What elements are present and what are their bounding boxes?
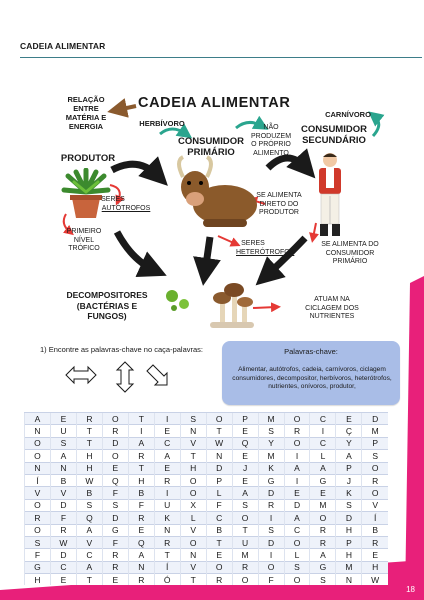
grid-row bbox=[25, 561, 389, 573]
grid-row bbox=[25, 462, 389, 474]
grid-cell[interactable]: E bbox=[232, 450, 258, 462]
grid-cell[interactable]: R bbox=[25, 512, 51, 524]
grid-cell[interactable]: W bbox=[76, 474, 102, 486]
grid-row bbox=[25, 574, 389, 586]
grid-cell[interactable]: F bbox=[50, 512, 76, 524]
label-autotrofos: AUTÓTROFOS bbox=[101, 205, 151, 212]
grid-cell[interactable]: S bbox=[284, 561, 310, 573]
grid-cell[interactable]: F bbox=[258, 574, 284, 586]
cow-icon bbox=[173, 153, 258, 235]
grid-cell[interactable]: G bbox=[25, 561, 51, 573]
grid-cell[interactable]: O bbox=[362, 462, 388, 474]
grid-cell[interactable]: G bbox=[102, 524, 128, 536]
grid-cell[interactable]: B bbox=[128, 487, 154, 499]
grid-cell[interactable]: I bbox=[284, 474, 310, 486]
grid-cell[interactable]: S bbox=[362, 450, 388, 462]
grid-cell[interactable]: S bbox=[336, 499, 362, 511]
grid-cell[interactable]: W bbox=[362, 574, 388, 586]
page-header-title: CADEIA ALIMENTAR bbox=[20, 41, 106, 51]
grid-cell[interactable]: S bbox=[102, 499, 128, 511]
grid-cell[interactable]: X bbox=[180, 499, 206, 511]
grid-cell[interactable]: Q bbox=[102, 474, 128, 486]
grid-cell[interactable]: O bbox=[206, 561, 232, 573]
grid-cell[interactable]: A bbox=[310, 549, 336, 561]
grid-cell[interactable]: D bbox=[102, 512, 128, 524]
grid-cell[interactable]: T bbox=[180, 450, 206, 462]
grid-cell[interactable]: P bbox=[362, 437, 388, 449]
grid-cell[interactable]: E bbox=[154, 425, 180, 437]
grid-cell[interactable]: N bbox=[154, 524, 180, 536]
grid-cell[interactable]: S bbox=[310, 574, 336, 586]
grid-cell[interactable]: H bbox=[25, 574, 51, 586]
grid-row bbox=[25, 450, 389, 462]
grid-cell[interactable]: A bbox=[232, 487, 258, 499]
grid-cell[interactable]: E bbox=[284, 487, 310, 499]
grid-cell[interactable]: I bbox=[154, 487, 180, 499]
grid-cell[interactable]: R bbox=[310, 524, 336, 536]
grid-cell[interactable]: D bbox=[206, 462, 232, 474]
grid-cell[interactable]: L bbox=[206, 487, 232, 499]
grid-cell[interactable]: V bbox=[50, 487, 76, 499]
grid-cell[interactable]: O bbox=[25, 437, 51, 449]
grid-cell[interactable]: V bbox=[362, 499, 388, 511]
grid-cell[interactable]: E bbox=[336, 413, 362, 425]
grid-cell[interactable]: K bbox=[258, 462, 284, 474]
grid-cell[interactable]: R bbox=[50, 524, 76, 536]
label-se-alimenta-consumidor: SE ALIMENTA DO CONSUMIDOR PRIMÁRIO bbox=[321, 241, 379, 265]
label-carnivoro: CARNÍVORO bbox=[325, 110, 371, 119]
grid-cell[interactable]: R bbox=[232, 561, 258, 573]
grid-cell[interactable]: R bbox=[154, 474, 180, 486]
label-decompositores: DECOMPOSITORES (BACTÉRIAS E FUNGOS) bbox=[66, 290, 148, 321]
grid-cell[interactable]: R bbox=[310, 536, 336, 548]
grid-cell[interactable]: P bbox=[232, 413, 258, 425]
grid-cell[interactable]: S bbox=[25, 536, 51, 548]
grid-cell[interactable]: F bbox=[206, 499, 232, 511]
grid-cell[interactable]: O bbox=[258, 561, 284, 573]
grid-cell[interactable]: E bbox=[50, 574, 76, 586]
grid-cell[interactable]: O bbox=[25, 450, 51, 462]
grid-cell[interactable]: N bbox=[50, 462, 76, 474]
grid-cell[interactable]: L bbox=[284, 549, 310, 561]
grid-cell[interactable]: B bbox=[206, 524, 232, 536]
grid-cell[interactable]: E bbox=[232, 474, 258, 486]
grid-cell[interactable]: A bbox=[128, 437, 154, 449]
grid-cell[interactable]: S bbox=[258, 524, 284, 536]
grid-cell[interactable]: A bbox=[25, 413, 51, 425]
grid-cell[interactable]: S bbox=[50, 437, 76, 449]
grid-cell[interactable]: T bbox=[232, 524, 258, 536]
label-heterotrofos: HETERÓTROFOS bbox=[236, 249, 295, 256]
grid-cell[interactable]: R bbox=[102, 561, 128, 573]
grid-cell[interactable]: V bbox=[180, 524, 206, 536]
grid-cell[interactable]: D bbox=[50, 499, 76, 511]
grid-cell[interactable]: R bbox=[128, 450, 154, 462]
grid-row bbox=[25, 437, 389, 449]
label-seres: SERES bbox=[101, 196, 125, 203]
grid-cell[interactable]: H bbox=[76, 462, 102, 474]
label-consumidor-secundario: CONSUMIDOR SECUNDÁRIO bbox=[301, 124, 367, 146]
grid-cell[interactable]: O bbox=[102, 413, 128, 425]
keywords-list: Alimentar, autótrofos, cadeia, carnívoros, ciclagem consumidores, decompositor, herbívoros, heterótrofos, nutrientes, onívoros, produtor, bbox=[232, 366, 392, 390]
grid-cell[interactable]: N bbox=[206, 450, 232, 462]
human-icon bbox=[310, 150, 350, 240]
diagram-title: CADEIA ALIMENTAR bbox=[138, 95, 291, 111]
grid-cell[interactable]: D bbox=[284, 499, 310, 511]
grid-cell[interactable]: N bbox=[180, 549, 206, 561]
grid-cell[interactable]: H bbox=[336, 549, 362, 561]
grid-cell[interactable]: G bbox=[310, 561, 336, 573]
grid-cell[interactable]: H bbox=[128, 474, 154, 486]
grid-cell[interactable]: M bbox=[310, 499, 336, 511]
grid-cell[interactable]: A bbox=[284, 462, 310, 474]
grid-cell[interactable]: A bbox=[128, 549, 154, 561]
grid-cell[interactable]: A bbox=[76, 561, 102, 573]
label-atuam: ATUAM NA CICLAGEM DOS NUTRIENTES bbox=[305, 296, 359, 320]
grid-cell[interactable]: C bbox=[154, 437, 180, 449]
grid-cell[interactable]: T bbox=[180, 574, 206, 586]
grid-cell[interactable]: W bbox=[206, 437, 232, 449]
grid-cell[interactable]: L bbox=[310, 450, 336, 462]
grid-cell[interactable]: Y bbox=[336, 437, 362, 449]
label-nao-produzem: NÃO PRODUZEM O PRÓPRIO ALIMENTO bbox=[250, 124, 292, 157]
grid-cell[interactable]: Í bbox=[154, 561, 180, 573]
grid-cell[interactable]: D bbox=[258, 487, 284, 499]
grid-cell[interactable]: E bbox=[102, 462, 128, 474]
grid-cell[interactable]: F bbox=[25, 549, 51, 561]
grid-cell[interactable]: S bbox=[180, 413, 206, 425]
grid-cell[interactable]: E bbox=[206, 549, 232, 561]
grid-row bbox=[25, 425, 389, 437]
grid-cell[interactable]: A bbox=[154, 450, 180, 462]
grid-cell[interactable]: T bbox=[128, 462, 154, 474]
grid-cell[interactable]: R bbox=[258, 499, 284, 511]
grid-cell[interactable]: O bbox=[232, 574, 258, 586]
grid-cell[interactable]: A bbox=[336, 450, 362, 462]
grid-cell[interactable]: C bbox=[76, 549, 102, 561]
grid-cell[interactable]: A bbox=[76, 524, 102, 536]
grid-cell[interactable]: V bbox=[180, 561, 206, 573]
grid-cell[interactable]: J bbox=[336, 474, 362, 486]
grid-cell[interactable]: M bbox=[362, 425, 388, 437]
grid-cell[interactable]: O bbox=[232, 512, 258, 524]
grid-cell[interactable]: E bbox=[102, 574, 128, 586]
grid-cell[interactable]: R bbox=[206, 574, 232, 586]
grid-cell[interactable]: O bbox=[180, 536, 206, 548]
grid-cell[interactable]: B bbox=[50, 474, 76, 486]
grid-row bbox=[25, 487, 389, 499]
grid-cell[interactable]: M bbox=[258, 450, 284, 462]
grid-cell[interactable]: N bbox=[25, 462, 51, 474]
grid-cell[interactable]: Q bbox=[232, 437, 258, 449]
mushroom-icon bbox=[206, 278, 256, 330]
label-primeiro-nivel: PRIMEIRO NÍVEL TRÓFICO bbox=[66, 228, 102, 252]
grid-cell[interactable]: R bbox=[102, 425, 128, 437]
grid-cell[interactable]: H bbox=[76, 450, 102, 462]
grid-cell[interactable]: C bbox=[206, 512, 232, 524]
grid-cell[interactable]: R bbox=[128, 574, 154, 586]
grid-cell[interactable]: D bbox=[102, 437, 128, 449]
grid-cell[interactable]: G bbox=[258, 474, 284, 486]
grid-cell[interactable]: D bbox=[258, 536, 284, 548]
grid-cell[interactable]: K bbox=[336, 487, 362, 499]
grid-row bbox=[25, 524, 389, 536]
bacteria-icon bbox=[162, 286, 192, 314]
grid-row bbox=[25, 549, 389, 561]
vertical-arrow-icon bbox=[114, 360, 136, 394]
grid-cell[interactable]: S bbox=[76, 499, 102, 511]
grid-cell[interactable]: N bbox=[25, 425, 51, 437]
grid-cell[interactable]: Ç bbox=[336, 425, 362, 437]
grid-cell[interactable]: L bbox=[180, 512, 206, 524]
grid-row bbox=[25, 413, 389, 425]
grid-cell[interactable]: I bbox=[310, 425, 336, 437]
grid-cell[interactable]: O bbox=[180, 487, 206, 499]
grid-cell[interactable]: I bbox=[284, 450, 310, 462]
grid-cell[interactable]: Í bbox=[25, 474, 51, 486]
grid-cell[interactable]: J bbox=[232, 462, 258, 474]
grid-cell[interactable]: N bbox=[336, 574, 362, 586]
grid-cell[interactable]: I bbox=[154, 413, 180, 425]
grid-cell[interactable]: Í bbox=[362, 512, 388, 524]
grid-cell[interactable]: N bbox=[180, 425, 206, 437]
grid-cell[interactable]: G bbox=[310, 474, 336, 486]
grid-cell[interactable]: E bbox=[362, 549, 388, 561]
grid-cell[interactable]: S bbox=[258, 425, 284, 437]
grid-cell[interactable]: E bbox=[232, 425, 258, 437]
grid-cell[interactable]: T bbox=[76, 425, 102, 437]
grid-cell[interactable]: W bbox=[50, 536, 76, 548]
grid-cell[interactable]: S bbox=[232, 499, 258, 511]
grid-cell[interactable]: D bbox=[50, 549, 76, 561]
grid-cell[interactable]: M bbox=[258, 413, 284, 425]
grid-cell[interactable]: O bbox=[25, 499, 51, 511]
grid-cell[interactable]: M bbox=[232, 549, 258, 561]
grid-cell[interactable]: C bbox=[284, 524, 310, 536]
grid-cell[interactable]: T bbox=[128, 413, 154, 425]
grid-cell[interactable]: Q bbox=[76, 512, 102, 524]
grid-cell[interactable]: F bbox=[128, 499, 154, 511]
grid-cell[interactable]: O bbox=[284, 536, 310, 548]
label-seres-2: SERES bbox=[241, 240, 265, 247]
grid-cell[interactable]: B bbox=[362, 524, 388, 536]
grid-cell[interactable]: T bbox=[206, 425, 232, 437]
grid-cell[interactable]: R bbox=[128, 512, 154, 524]
grid-cell[interactable]: B bbox=[76, 487, 102, 499]
grid-row bbox=[25, 499, 389, 511]
grid-cell[interactable]: T bbox=[206, 536, 232, 548]
grid-cell[interactable]: I bbox=[258, 549, 284, 561]
grid-row bbox=[25, 536, 389, 548]
label-produtor: PRODUTOR bbox=[60, 153, 116, 164]
grid-cell[interactable]: C bbox=[310, 413, 336, 425]
exercise-instruction: 1) Encontre as palavras-chave no caça-palavras: bbox=[40, 345, 204, 354]
grid-cell[interactable]: A bbox=[50, 450, 76, 462]
grid-cell[interactable]: R bbox=[76, 413, 102, 425]
label-se-alimenta-direto: SE ALIMENTA DIRETO DO PRODUTOR bbox=[256, 192, 302, 216]
grid-cell[interactable]: I bbox=[128, 425, 154, 437]
grid-cell[interactable]: Y bbox=[258, 437, 284, 449]
grid-cell[interactable]: O bbox=[362, 487, 388, 499]
grid-cell[interactable]: R bbox=[102, 549, 128, 561]
grid-cell[interactable]: F bbox=[102, 536, 128, 548]
grid-cell[interactable]: C bbox=[50, 561, 76, 573]
grid-cell[interactable]: P bbox=[206, 474, 232, 486]
grid-cell[interactable]: T bbox=[76, 574, 102, 586]
grid-cell[interactable]: N bbox=[128, 561, 154, 573]
grid-cell[interactable]: P bbox=[336, 536, 362, 548]
grid-cell[interactable]: R bbox=[362, 474, 388, 486]
grid-cell[interactable]: D bbox=[336, 512, 362, 524]
label-relacao: RELAÇÃO ENTRE MATÉRIA E ENERGIA bbox=[65, 95, 107, 131]
grid-cell[interactable]: V bbox=[180, 437, 206, 449]
grid-cell[interactable]: A bbox=[284, 512, 310, 524]
grid-cell[interactable]: M bbox=[336, 561, 362, 573]
grid-cell[interactable]: H bbox=[180, 462, 206, 474]
grid-cell[interactable]: I bbox=[258, 512, 284, 524]
word-search-grid bbox=[24, 412, 388, 585]
grid-cell[interactable]: O bbox=[180, 474, 206, 486]
grid-cell[interactable]: U bbox=[154, 499, 180, 511]
grid-cell[interactable]: T bbox=[76, 437, 102, 449]
grid-cell[interactable]: Ó bbox=[154, 574, 180, 586]
grid-cell[interactable]: O bbox=[284, 574, 310, 586]
grid-cell[interactable]: V bbox=[76, 536, 102, 548]
grid-cell[interactable]: U bbox=[232, 536, 258, 548]
grid-cell[interactable]: K bbox=[154, 512, 180, 524]
grid-row bbox=[25, 474, 389, 486]
grid-cell[interactable]: Q bbox=[128, 536, 154, 548]
grid-cell[interactable]: O bbox=[310, 512, 336, 524]
grid-cell[interactable]: E bbox=[310, 487, 336, 499]
grid-cell[interactable]: R bbox=[362, 536, 388, 548]
grid-cell[interactable]: H bbox=[336, 524, 362, 536]
grid-cell[interactable]: U bbox=[50, 425, 76, 437]
grid-cell[interactable]: D bbox=[362, 413, 388, 425]
grid-cell[interactable]: E bbox=[128, 524, 154, 536]
grid-cell[interactable]: E bbox=[50, 413, 76, 425]
grid-cell[interactable]: O bbox=[284, 413, 310, 425]
grid-cell[interactable]: E bbox=[154, 462, 180, 474]
grid-cell[interactable]: A bbox=[310, 462, 336, 474]
label-consumidor-primario: CONSUMIDOR PRIMÁRIO bbox=[178, 136, 244, 158]
grid-cell[interactable]: V bbox=[25, 487, 51, 499]
grid-cell[interactable]: H bbox=[362, 561, 388, 573]
horizontal-arrow-icon bbox=[64, 364, 98, 386]
grid-cell[interactable]: O bbox=[102, 450, 128, 462]
grid-cell[interactable]: O bbox=[284, 437, 310, 449]
grid-cell[interactable]: C bbox=[310, 437, 336, 449]
diagonal-arrow-icon bbox=[144, 362, 172, 390]
grid-cell[interactable]: P bbox=[336, 462, 362, 474]
grid-cell[interactable]: T bbox=[154, 549, 180, 561]
keywords-title: Palavras-chave: bbox=[284, 347, 338, 356]
page-number: 18 bbox=[406, 585, 415, 594]
label-herbivoro: HERBÍVORO bbox=[139, 119, 185, 128]
grid-row bbox=[25, 512, 389, 524]
grid-cell[interactable]: F bbox=[102, 487, 128, 499]
grid-cell[interactable]: O bbox=[25, 524, 51, 536]
grid-cell[interactable]: R bbox=[284, 425, 310, 437]
grid-cell[interactable]: O bbox=[206, 413, 232, 425]
grid-cell[interactable]: R bbox=[154, 536, 180, 548]
